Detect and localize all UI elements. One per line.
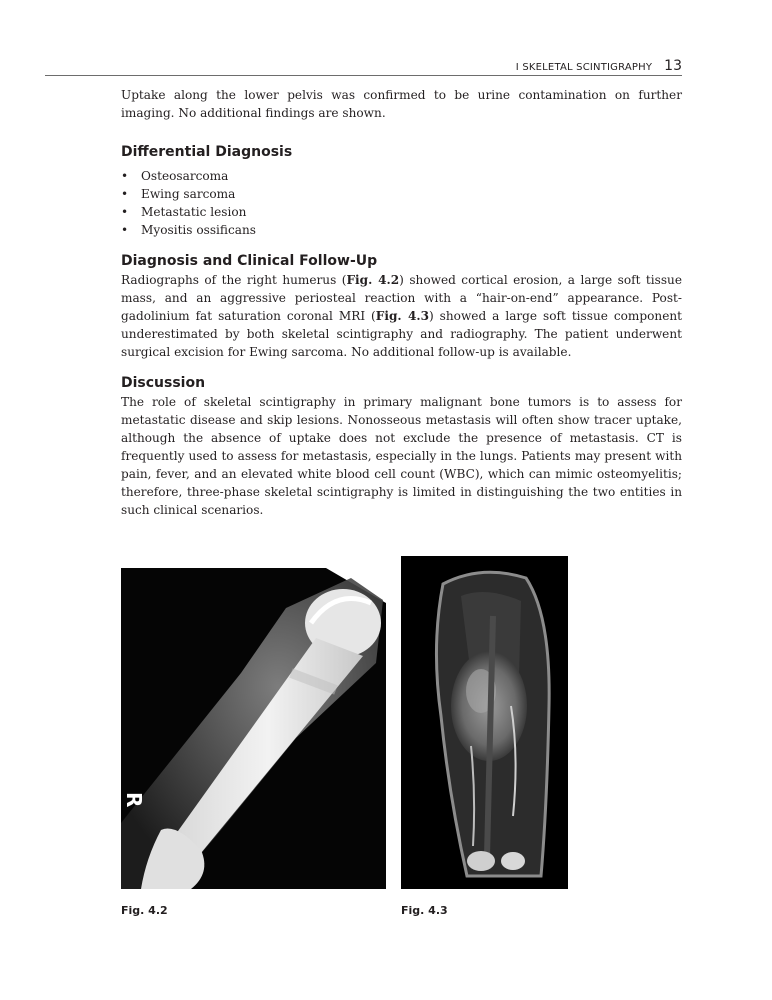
mri-figure — [401, 556, 568, 889]
figure-caption: Fig. 4.2 — [121, 904, 168, 917]
figure-reference: Fig. 4.3 — [375, 309, 429, 323]
bullet-icon: • — [121, 223, 129, 237]
bullet-icon: • — [121, 205, 129, 219]
discussion-paragraph: The role of skeletal scintigraphy in primary malignant bone tumors is to assess for metastatic disease and skip lesions. Nonosseous metastasis will often show tracer uptake, although the absence of uptake does not exclude the presence of metastasis. CT is frequently used to assess for metastasis, especially in the lungs. Patients may present with pain, fever, and an elevated white blood cell count (WBC), which can mimic osteomyelitis; therefore, three-phase skeletal scintigraphy is limited in distinguishing the two entities in such clinical scenarios. — [121, 395, 682, 517]
diagnosis-paragraph: Radiographs of the right humerus (Fig. 4.2) showed cortical erosion, a large soft tissue mass, and an aggressive periosteal reaction with a “hair-on-end” appearance. Post-gadolinium fat saturation coronal MRI (Fig. 4.3) showed a large soft tissue component underestimated by both skeletal scintigraphy and radiography. The patient underwent surgical excision for Ewing sarcoma. No additional follow-up is available. — [121, 273, 682, 359]
radiograph-side-marker: R — [122, 792, 146, 808]
list-item: • Myositis ossificans — [121, 223, 256, 237]
list-item: • Metastatic lesion — [121, 205, 247, 219]
list-item: • Osteosarcoma — [121, 169, 229, 183]
running-header — [45, 58, 682, 76]
differential-list — [121, 167, 682, 239]
intro-paragraph: Uptake along the lower pelvis was confirmed to be urine contamination on further imaging. No additional findings are shown. — [121, 88, 682, 120]
figure-reference: Fig. 4.2 — [346, 273, 400, 287]
diagnosis-heading: Diagnosis and Clinical Follow-Up — [121, 253, 378, 269]
discussion-heading: Discussion — [121, 375, 206, 391]
differential-heading: Differential Diagnosis — [121, 144, 293, 160]
header-section-title: I SKELETAL SCINTIGRAPHY — [515, 62, 653, 73]
bullet-icon: • — [121, 169, 129, 183]
page-number: 13 — [664, 58, 682, 74]
radiograph-figure — [121, 568, 386, 889]
main-content — [121, 86, 682, 519]
figure-caption: Fig. 4.3 — [401, 904, 448, 917]
bullet-icon: • — [121, 187, 129, 201]
list-item: • Ewing sarcoma — [121, 187, 236, 201]
